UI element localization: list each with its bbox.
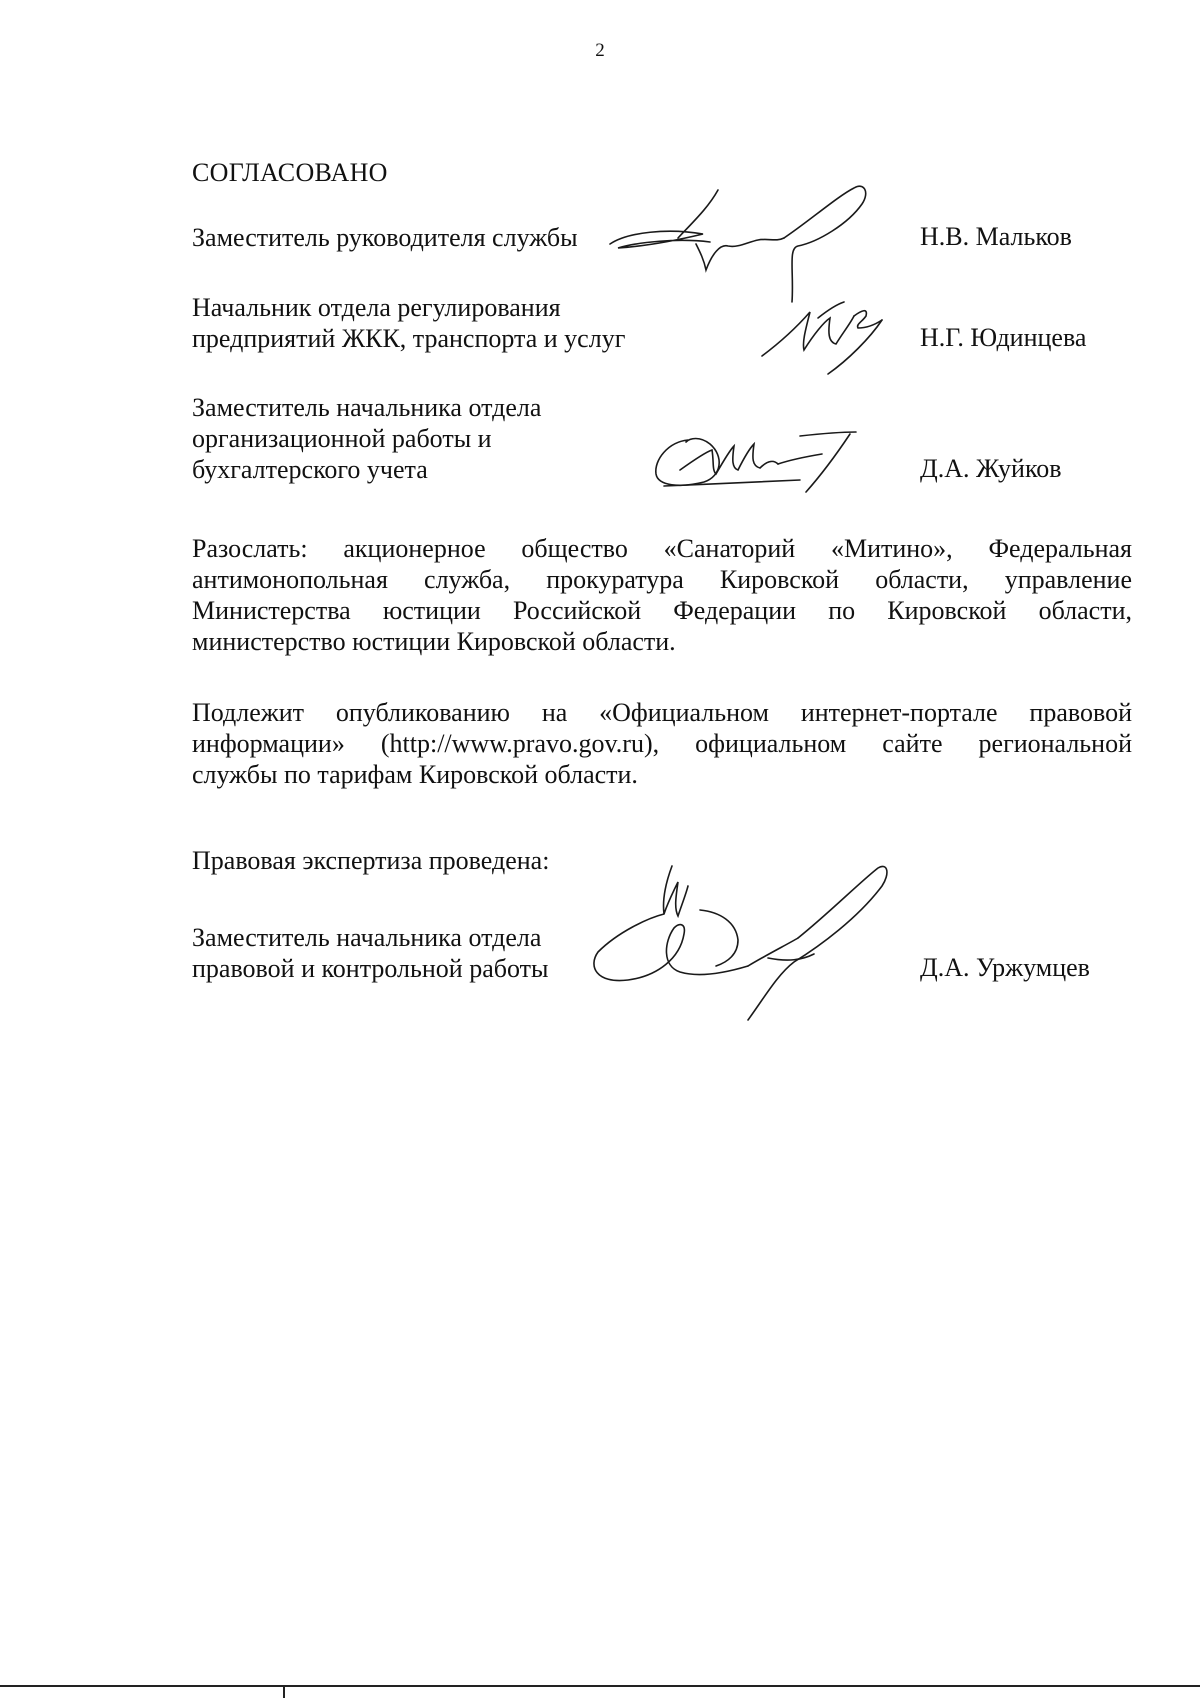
signer-title xyxy=(192,222,578,253)
signer-title xyxy=(192,392,541,485)
signer-title-line: предприятий ЖКК, транспорта и услуг xyxy=(192,324,626,353)
signer-title xyxy=(192,922,548,984)
distribution-paragraph xyxy=(192,533,1132,657)
signer-name: Д.А. Уржумцев xyxy=(920,953,1090,982)
page-number: 2 xyxy=(595,40,605,61)
signer-title-line: Заместитель начальника отдела xyxy=(192,393,542,422)
paragraph-line: службы по тарифам Кировской области. xyxy=(192,760,638,789)
signer-name: Н.Г. Юдинцева xyxy=(920,323,1087,352)
signature-malkov xyxy=(608,182,888,312)
paragraph-line: антимонопольная служба, прокуратура Кировской области, управление xyxy=(192,565,1132,594)
signature-yudintseva xyxy=(758,298,898,378)
paragraph-line: Разослать: акционерное общество «Санаторий «Митино», Федеральная xyxy=(192,534,1132,563)
signer-title-line: организационной работы и xyxy=(192,424,492,453)
signer-title xyxy=(192,292,625,354)
signature-urzhumtsev xyxy=(588,862,898,1022)
approval-heading: СОГЛАСОВАНО xyxy=(192,158,388,187)
signer-title-line: Заместитель начальника отдела xyxy=(192,923,542,952)
publication-paragraph xyxy=(192,697,1132,790)
signer-title-line: бухгалтерского учета xyxy=(192,455,428,484)
paragraph-line: министерство юстиции Кировской области. xyxy=(192,627,676,656)
signature-zhuikov xyxy=(650,430,870,500)
paragraph-line: информации» (http://www.pravo.gov.ru), официальном сайте региональной xyxy=(192,729,1132,758)
paragraph-line: Министерства юстиции Российской Федерации по Кировской области, xyxy=(192,596,1132,625)
signer-name: Н.В. Мальков xyxy=(920,222,1072,251)
signer-title-line: правовой и контрольной работы xyxy=(192,954,549,983)
footer-rule xyxy=(0,1685,1200,1687)
legal-review-label-text: Правовая экспертиза проведена: xyxy=(192,846,550,875)
signer-name: Д.А. Жуйков xyxy=(920,454,1062,483)
signer-title-line: Начальник отдела регулирования xyxy=(192,293,561,322)
paragraph-line: Подлежит опубликованию на «Официальном интернет-портале правовой xyxy=(192,698,1132,727)
footer-rule-tick xyxy=(283,1685,285,1698)
signer-title-line: Заместитель руководителя службы xyxy=(192,223,578,252)
